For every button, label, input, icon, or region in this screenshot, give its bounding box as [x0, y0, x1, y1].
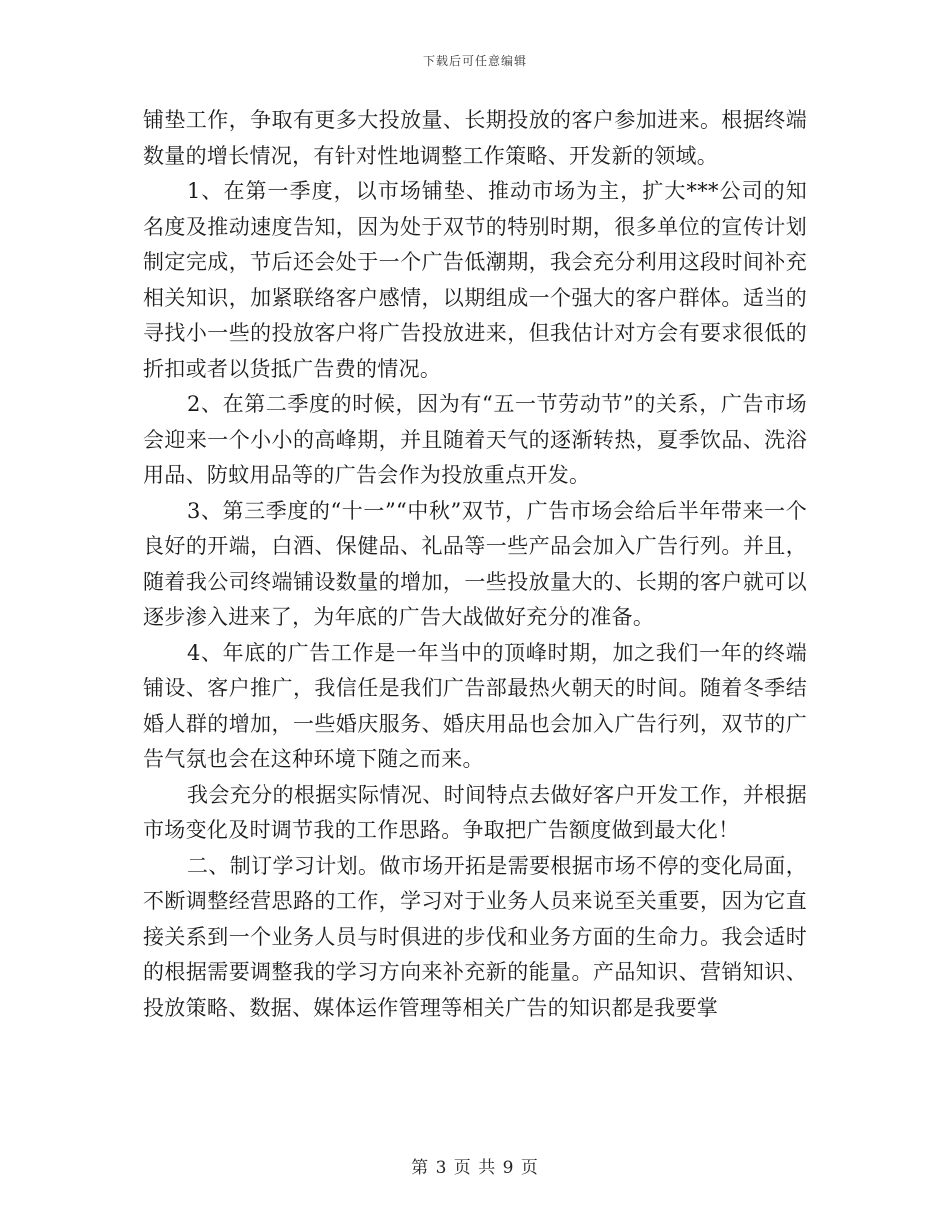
page-header: 下载后可任意编辑 [422, 54, 527, 68]
document-body [143, 103, 807, 1026]
paragraph-q2: 2、在第二季度的时候，因为有“五一节劳动节”的关系，广告市场会迎来一个小小的高峰期，并且随着天气的逐渐转热，夏季饮品、洗浴用品、防蚊用品等的广告会作为投放重点开发。 [143, 392, 807, 487]
page-number-footer: 第 3 页 共 9 页 [411, 1158, 539, 1178]
paragraph-continuation: 铺垫工作，争取有更多大投放量、长期投放的客户参加进来。根据终端数量的增长情况，有针对性地调整工作策略、开发新的领域。 [143, 108, 807, 168]
paragraph-q4: 4、年底的广告工作是一年当中的顶峰时期，加之我们一年的终端铺设、客户推广，我信任是我们广告部最热火朝天的时间。随着冬季结婚人群的增加，一些婚庆服务、婚庆用品也会加入广告行列，双节的广告气氛也会在这种环境下随之而来。 [143, 640, 807, 771]
paragraph-summary: 我会充分的根据实际情况、时间特点去做好客户开发工作，并根据市场变化及时调节我的工作思路。争取把广告额度做到最大化！ [143, 782, 807, 842]
paragraph-q1: 1、在第一季度，以市场铺垫、推动市场为主，扩大***公司的知名度及推动速度告知，因为处于双节的特别时期，很多单位的宣传计划制定完成，节后还会处于一个广告低潮期，我会充分利用这段时间补充相关知识，加紧联络客户感情，以期组成一个强大的客户群体。适当的寻找小一些的投放客户将广告投放进来，但我估计对方会有要求很低的折扣或者以货抵广告费的情况。 [143, 179, 807, 381]
paragraph-q3: 3、第三季度的“十一”“中秋”双节，广告市场会给后半年带来一个良好的开端，白酒、保健品、礼品等一些产品会加入广告行列。并且，随着我公司终端铺设数量的增加，一些投放量大的、长期的客户就可以逐步渗入进来了，为年底的广告大战做好充分的准备。 [143, 498, 807, 629]
paragraph-study-plan: 二、制订学习计划。做市场开拓是需要根据市场不停的变化局面，不断调整经营思路的工作，学习对于业务人员来说至关重要，因为它直接关系到一个业务人员与时俱进的步伐和业务方面的生命力。我会适时的根据需要调整我的学习方向来补充新的能量。产品知识、营销知识、投放策略、数据、媒体运作管理等相关广告的知识都是我要掌 [143, 853, 807, 1020]
